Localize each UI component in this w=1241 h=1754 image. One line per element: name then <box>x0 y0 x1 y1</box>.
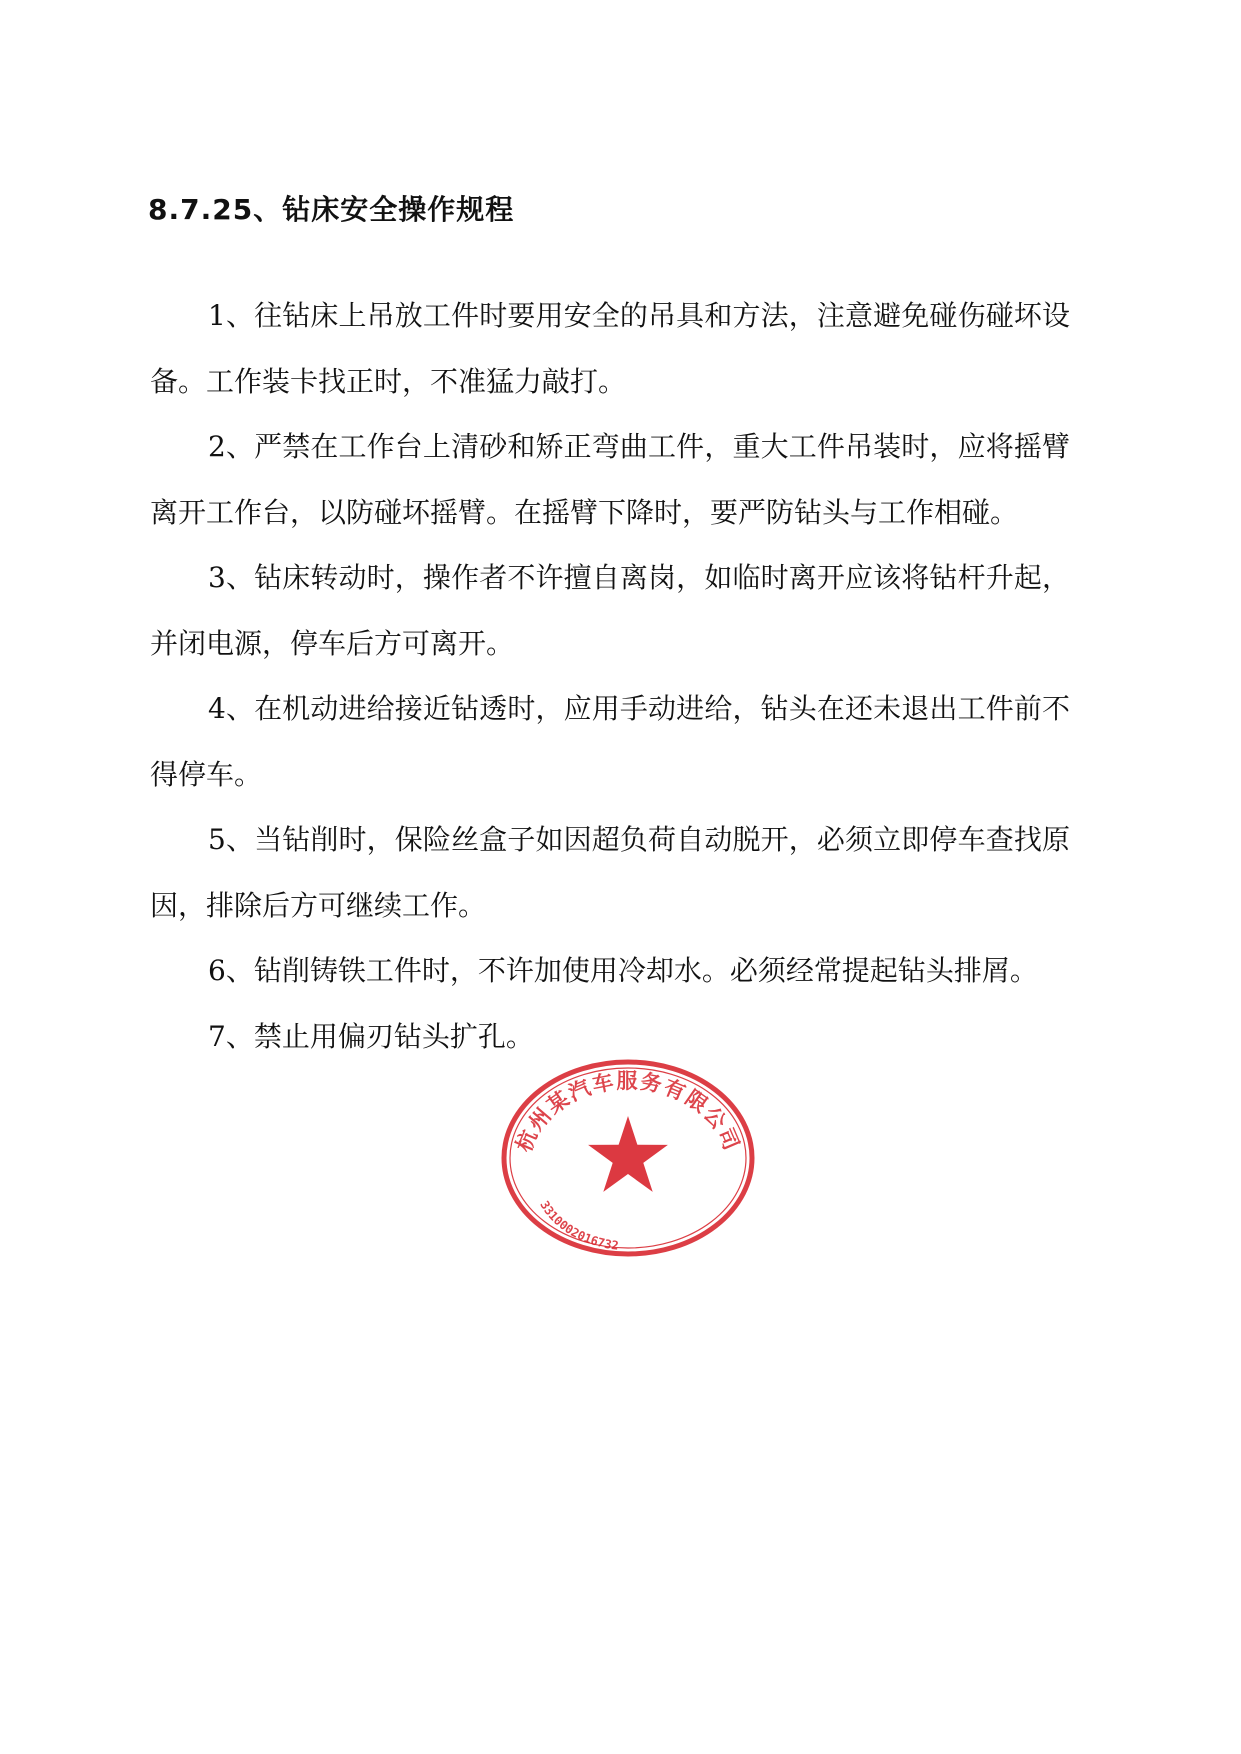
regulation-item-3: 3、钻床转动时，操作者不许擅自离岗，如临时离开应该将钻杆升起，并闭电源，停车后方可离开。 <box>150 561 1070 660</box>
regulation-item-2: 2、严禁在工作台上清砂和矫正弯曲工件，重大工件吊装时，应将摇臂离开工作台，以防碰坏摇臂。在摇臂下降时，要严防钻头与工作相碰。 <box>150 430 1070 529</box>
regulation-item-5: 5、当钻削时，保险丝盒子如因超负荷自动脱开，必须立即停车查找原因，排除后方可继续工作。 <box>150 823 1070 922</box>
seal-number: 3310002016732 <box>537 1198 620 1253</box>
regulation-item-7: 7、禁止用偏刃钻头扩孔。 <box>208 1019 534 1053</box>
regulation-list <box>150 283 1070 1069</box>
company-seal <box>498 1058 758 1258</box>
star-icon <box>588 1116 668 1192</box>
regulation-item-4: 4、在机动进给接近钻透时，应用手动进给，钻头在还未退出工件前不得停车。 <box>150 692 1070 791</box>
regulation-item-1: 1、往钻床上吊放工件时要用安全的吊具和方法，注意避免碰伤碰坏设备。工作装卡找正时，不准猛力敲打。 <box>150 299 1070 398</box>
section-title: 8.7.25、钻床安全操作规程 <box>148 193 515 226</box>
seal-graphic <box>498 1058 758 1258</box>
seal-text: 杭州某汽车服务有限公司 <box>511 1069 745 1156</box>
regulation-item-6: 6、钻削铸铁工件时，不许加使用冷却水。必须经常提起钻头排屑。 <box>208 954 1038 987</box>
